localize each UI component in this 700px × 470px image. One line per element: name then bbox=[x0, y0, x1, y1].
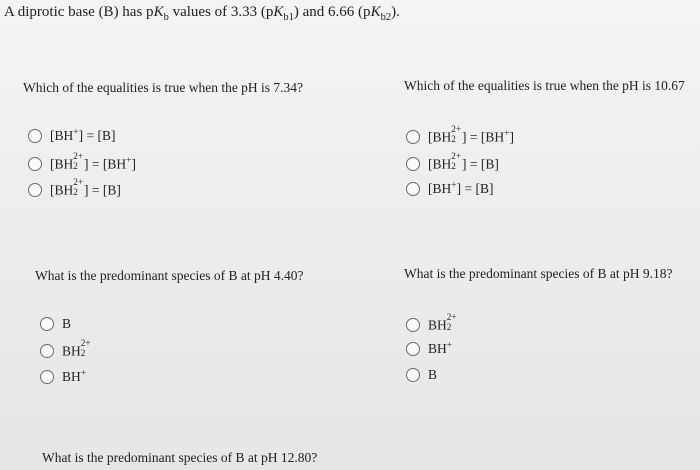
q4-option-1[interactable] bbox=[406, 311, 457, 334]
q3-option-3[interactable] bbox=[40, 369, 86, 385]
radio-button[interactable] bbox=[406, 342, 420, 356]
q2-option-2[interactable] bbox=[406, 150, 499, 173]
radio-button[interactable] bbox=[406, 368, 420, 382]
question-1-text: Which of the equalities is true when the pH is 7.34? bbox=[23, 80, 304, 95]
radio-button[interactable] bbox=[28, 157, 42, 171]
q3-option-1[interactable] bbox=[40, 316, 71, 332]
radio-button[interactable] bbox=[406, 182, 420, 196]
option-label: [BH 2+ 2 ] = [BH+] bbox=[50, 150, 136, 172]
option-label: [BH 2+ 2 ] = [B] bbox=[50, 176, 121, 198]
option-label: [BH+] = [B] bbox=[50, 127, 116, 143]
q1-option-1[interactable] bbox=[28, 128, 115, 144]
q1-option-2[interactable] bbox=[28, 150, 136, 173]
q4-option-3[interactable] bbox=[406, 367, 437, 383]
q4-option-2[interactable] bbox=[406, 341, 452, 357]
q2-option-3[interactable] bbox=[406, 181, 493, 197]
radio-button[interactable] bbox=[40, 317, 54, 331]
option-label: [BH 2+ 2 ] = [BH+] bbox=[428, 123, 514, 145]
radio-button[interactable] bbox=[40, 344, 54, 358]
radio-button[interactable] bbox=[28, 129, 42, 143]
radio-button[interactable] bbox=[406, 318, 420, 332]
option-label: BH 2+ 2 bbox=[62, 337, 91, 359]
q3-option-2[interactable] bbox=[40, 337, 91, 360]
question-3-text: What is the predominant species of B at pH 4.40? bbox=[35, 268, 304, 283]
option-label: [BH+] = [B] bbox=[428, 180, 494, 196]
radio-button[interactable] bbox=[406, 130, 420, 144]
q2-option-1[interactable] bbox=[406, 123, 514, 146]
option-label: BH+ bbox=[428, 340, 453, 356]
option-label: [BH 2+ 2 ] = [B] bbox=[428, 150, 499, 172]
radio-button[interactable] bbox=[28, 183, 42, 197]
q1-option-3[interactable] bbox=[28, 176, 121, 199]
radio-button[interactable] bbox=[406, 157, 420, 171]
radio-button[interactable] bbox=[40, 370, 54, 384]
question-5-text: What is the predominant species of B at pH 12.80? bbox=[42, 450, 318, 465]
option-label: B bbox=[62, 316, 72, 331]
problem-statement: A diprotic base (B) has $pK_b$ values of 3.33 $(pK_{b1})$ and 6.66 $(pK_{b2})$. bbox=[4, 4, 400, 23]
question-4-text: What is the predominant species of B at pH 9.18? bbox=[404, 266, 673, 281]
option-label: BH+ bbox=[62, 368, 87, 384]
question-2-text: Which of the equalities is true when the pH is 10.67 bbox=[404, 78, 685, 93]
option-label: BH 2+ 2 bbox=[428, 311, 457, 333]
option-label: B bbox=[428, 367, 438, 382]
